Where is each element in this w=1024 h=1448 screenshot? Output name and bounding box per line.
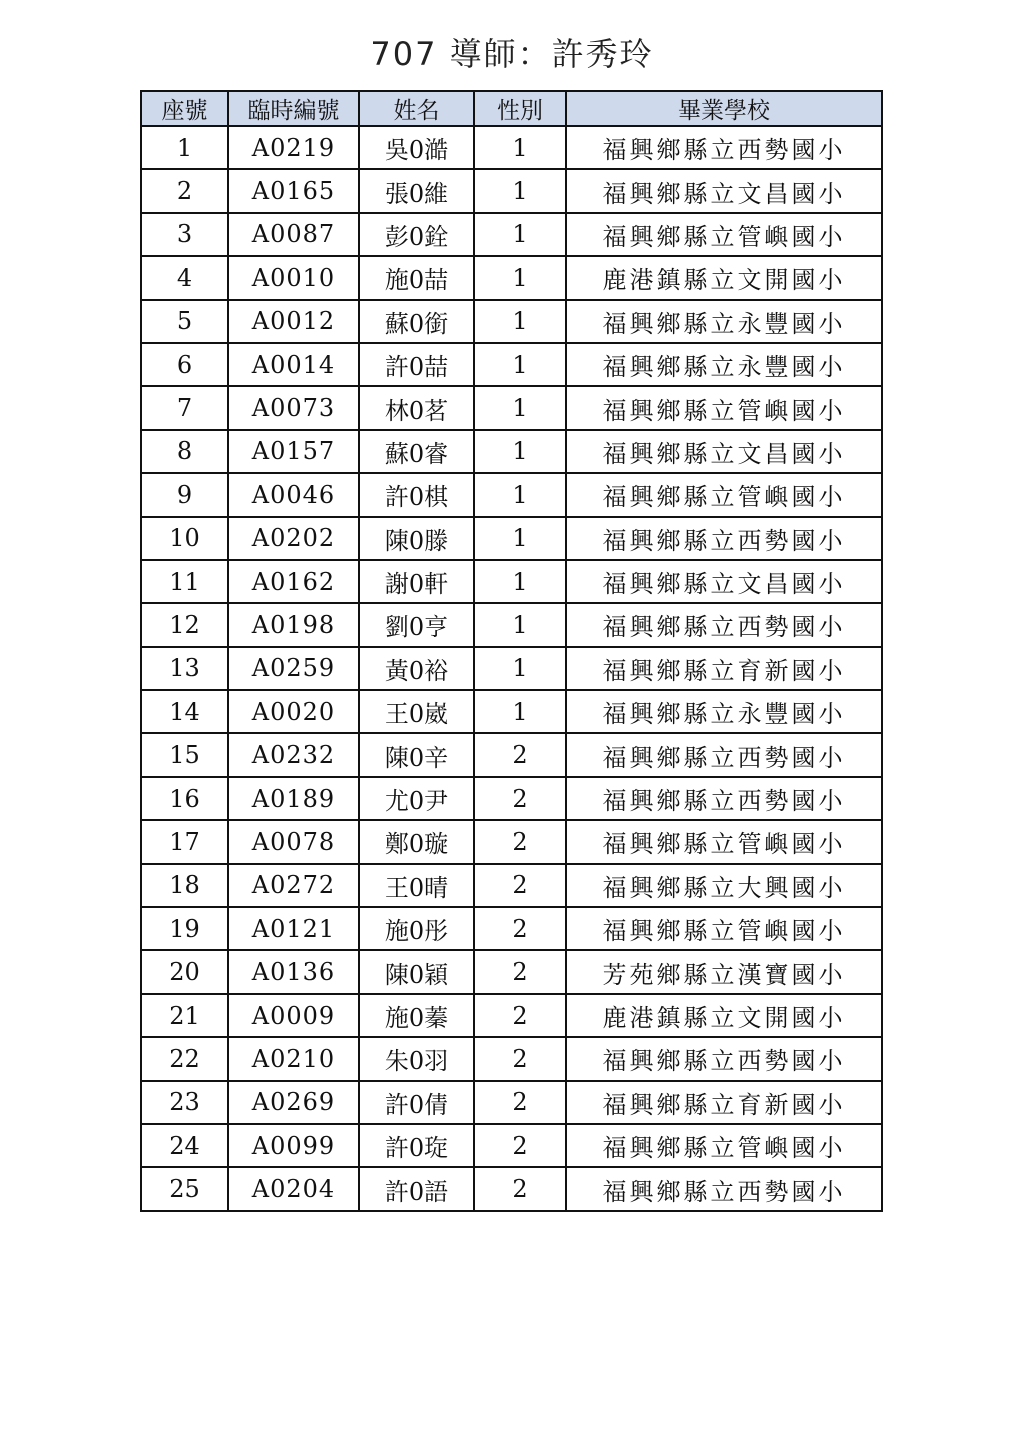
student-name-cell: 王0崴 bbox=[359, 690, 474, 733]
student-roster-table bbox=[140, 90, 883, 1212]
seat-number-cell: 15 bbox=[141, 733, 228, 776]
gender-cell: 2 bbox=[474, 733, 566, 776]
temp-id-cell: A0087 bbox=[228, 213, 359, 256]
gender-cell: 1 bbox=[474, 213, 566, 256]
temp-id-cell: A0204 bbox=[228, 1167, 359, 1210]
school-cell: 福興鄉縣立西勢國小 bbox=[566, 517, 882, 560]
gender-cell: 2 bbox=[474, 1124, 566, 1167]
school-cell: 福興鄉縣立永豐國小 bbox=[566, 690, 882, 733]
table-row bbox=[141, 603, 882, 646]
temp-id-cell: A0198 bbox=[228, 603, 359, 646]
seat-number-cell: 19 bbox=[141, 907, 228, 950]
table-body bbox=[141, 126, 882, 1211]
gender-cell: 1 bbox=[474, 256, 566, 299]
school-cell: 福興鄉縣立管嶼國小 bbox=[566, 907, 882, 950]
table-row bbox=[141, 343, 882, 386]
gender-cell: 2 bbox=[474, 950, 566, 993]
seat-number-cell: 8 bbox=[141, 430, 228, 473]
column-header-temp-id: 臨時編號 bbox=[228, 91, 359, 126]
gender-cell: 2 bbox=[474, 1037, 566, 1080]
temp-id-cell: A0165 bbox=[228, 169, 359, 212]
gender-cell: 2 bbox=[474, 777, 566, 820]
school-cell: 鹿港鎮縣立文開國小 bbox=[566, 994, 882, 1037]
gender-cell: 1 bbox=[474, 603, 566, 646]
school-cell: 福興鄉縣立西勢國小 bbox=[566, 777, 882, 820]
table-row bbox=[141, 126, 882, 169]
student-name-cell: 陳0穎 bbox=[359, 950, 474, 993]
gender-cell: 2 bbox=[474, 864, 566, 907]
table-row bbox=[141, 300, 882, 343]
seat-number-cell: 9 bbox=[141, 473, 228, 516]
school-cell: 福興鄉縣立永豐國小 bbox=[566, 300, 882, 343]
table-row bbox=[141, 907, 882, 950]
table-row bbox=[141, 1037, 882, 1080]
gender-cell: 1 bbox=[474, 430, 566, 473]
seat-number-cell: 12 bbox=[141, 603, 228, 646]
school-cell: 福興鄉縣立管嶼國小 bbox=[566, 386, 882, 429]
seat-number-cell: 14 bbox=[141, 690, 228, 733]
student-name-cell: 施0喆 bbox=[359, 256, 474, 299]
seat-number-cell: 5 bbox=[141, 300, 228, 343]
student-name-cell: 尤0尹 bbox=[359, 777, 474, 820]
seat-number-cell: 21 bbox=[141, 994, 228, 1037]
student-name-cell: 張0維 bbox=[359, 169, 474, 212]
seat-number-cell: 25 bbox=[141, 1167, 228, 1210]
table-row bbox=[141, 1167, 882, 1210]
temp-id-cell: A0010 bbox=[228, 256, 359, 299]
temp-id-cell: A0136 bbox=[228, 950, 359, 993]
student-name-cell: 許0琁 bbox=[359, 1124, 474, 1167]
seat-number-cell: 10 bbox=[141, 517, 228, 560]
temp-id-cell: A0219 bbox=[228, 126, 359, 169]
table-row bbox=[141, 777, 882, 820]
seat-number-cell: 22 bbox=[141, 1037, 228, 1080]
school-cell: 福興鄉縣立西勢國小 bbox=[566, 1167, 882, 1210]
table-row bbox=[141, 864, 882, 907]
school-cell: 芳苑鄉縣立漢寶國小 bbox=[566, 950, 882, 993]
school-cell: 福興鄉縣立西勢國小 bbox=[566, 733, 882, 776]
table-row bbox=[141, 169, 882, 212]
student-name-cell: 許0喆 bbox=[359, 343, 474, 386]
table-row bbox=[141, 473, 882, 516]
table-header-row bbox=[141, 91, 882, 126]
temp-id-cell: A0020 bbox=[228, 690, 359, 733]
student-name-cell: 吳0澔 bbox=[359, 126, 474, 169]
gender-cell: 2 bbox=[474, 1167, 566, 1210]
school-cell: 福興鄉縣立管嶼國小 bbox=[566, 473, 882, 516]
seat-number-cell: 23 bbox=[141, 1081, 228, 1124]
student-name-cell: 陳0辛 bbox=[359, 733, 474, 776]
table-row bbox=[141, 386, 882, 429]
temp-id-cell: A0259 bbox=[228, 647, 359, 690]
table-row bbox=[141, 430, 882, 473]
column-header-name: 姓名 bbox=[359, 91, 474, 126]
school-cell: 福興鄉縣立管嶼國小 bbox=[566, 1124, 882, 1167]
gender-cell: 1 bbox=[474, 647, 566, 690]
student-name-cell: 彭0銓 bbox=[359, 213, 474, 256]
temp-id-cell: A0099 bbox=[228, 1124, 359, 1167]
student-name-cell: 施0蓁 bbox=[359, 994, 474, 1037]
gender-cell: 1 bbox=[474, 169, 566, 212]
temp-id-cell: A0232 bbox=[228, 733, 359, 776]
temp-id-cell: A0210 bbox=[228, 1037, 359, 1080]
table-row bbox=[141, 213, 882, 256]
seat-number-cell: 4 bbox=[141, 256, 228, 299]
seat-number-cell: 3 bbox=[141, 213, 228, 256]
gender-cell: 1 bbox=[474, 300, 566, 343]
temp-id-cell: A0121 bbox=[228, 907, 359, 950]
column-header-school: 畢業學校 bbox=[566, 91, 882, 126]
gender-cell: 1 bbox=[474, 386, 566, 429]
gender-cell: 2 bbox=[474, 907, 566, 950]
temp-id-cell: A0073 bbox=[228, 386, 359, 429]
table-row bbox=[141, 820, 882, 863]
temp-id-cell: A0012 bbox=[228, 300, 359, 343]
school-cell: 福興鄉縣立育新國小 bbox=[566, 1081, 882, 1124]
school-cell: 鹿港鎮縣立文開國小 bbox=[566, 256, 882, 299]
temp-id-cell: A0162 bbox=[228, 560, 359, 603]
student-name-cell: 劉0亨 bbox=[359, 603, 474, 646]
gender-cell: 1 bbox=[474, 126, 566, 169]
gender-cell: 1 bbox=[474, 560, 566, 603]
temp-id-cell: A0046 bbox=[228, 473, 359, 516]
student-name-cell: 許0倩 bbox=[359, 1081, 474, 1124]
student-name-cell: 林0茗 bbox=[359, 386, 474, 429]
table-row bbox=[141, 690, 882, 733]
temp-id-cell: A0189 bbox=[228, 777, 359, 820]
seat-number-cell: 11 bbox=[141, 560, 228, 603]
student-name-cell: 許0語 bbox=[359, 1167, 474, 1210]
temp-id-cell: A0272 bbox=[228, 864, 359, 907]
temp-id-cell: A0078 bbox=[228, 820, 359, 863]
school-cell: 福興鄉縣立西勢國小 bbox=[566, 1037, 882, 1080]
seat-number-cell: 6 bbox=[141, 343, 228, 386]
gender-cell: 1 bbox=[474, 517, 566, 560]
seat-number-cell: 1 bbox=[141, 126, 228, 169]
table-row bbox=[141, 1081, 882, 1124]
school-cell: 福興鄉縣立文昌國小 bbox=[566, 169, 882, 212]
temp-id-cell: A0269 bbox=[228, 1081, 359, 1124]
school-cell: 福興鄉縣立文昌國小 bbox=[566, 430, 882, 473]
school-cell: 福興鄉縣立管嶼國小 bbox=[566, 820, 882, 863]
temp-id-cell: A0009 bbox=[228, 994, 359, 1037]
table-row bbox=[141, 256, 882, 299]
school-cell: 福興鄉縣立永豐國小 bbox=[566, 343, 882, 386]
table-row bbox=[141, 1124, 882, 1167]
student-name-cell: 謝0軒 bbox=[359, 560, 474, 603]
student-name-cell: 陳0滕 bbox=[359, 517, 474, 560]
seat-number-cell: 18 bbox=[141, 864, 228, 907]
school-cell: 福興鄉縣立育新國小 bbox=[566, 647, 882, 690]
gender-cell: 2 bbox=[474, 994, 566, 1037]
seat-number-cell: 16 bbox=[141, 777, 228, 820]
student-name-cell: 朱0羽 bbox=[359, 1037, 474, 1080]
student-name-cell: 黃0裕 bbox=[359, 647, 474, 690]
gender-cell: 1 bbox=[474, 690, 566, 733]
table-row bbox=[141, 560, 882, 603]
seat-number-cell: 7 bbox=[141, 386, 228, 429]
student-name-cell: 鄭0璇 bbox=[359, 820, 474, 863]
school-cell: 福興鄉縣立文昌國小 bbox=[566, 560, 882, 603]
table-row bbox=[141, 647, 882, 690]
seat-number-cell: 17 bbox=[141, 820, 228, 863]
school-cell: 福興鄉縣立西勢國小 bbox=[566, 126, 882, 169]
table-row bbox=[141, 950, 882, 993]
gender-cell: 1 bbox=[474, 473, 566, 516]
page-title: 707 導師：許秀玲 bbox=[370, 35, 654, 73]
school-cell: 福興鄉縣立西勢國小 bbox=[566, 603, 882, 646]
seat-number-cell: 13 bbox=[141, 647, 228, 690]
table-row bbox=[141, 733, 882, 776]
school-cell: 福興鄉縣立管嶼國小 bbox=[566, 213, 882, 256]
column-header-seat: 座號 bbox=[141, 91, 228, 126]
student-name-cell: 王0晴 bbox=[359, 864, 474, 907]
temp-id-cell: A0014 bbox=[228, 343, 359, 386]
table-row bbox=[141, 994, 882, 1037]
student-name-cell: 蘇0睿 bbox=[359, 430, 474, 473]
temp-id-cell: A0202 bbox=[228, 517, 359, 560]
seat-number-cell: 20 bbox=[141, 950, 228, 993]
student-name-cell: 蘇0銜 bbox=[359, 300, 474, 343]
gender-cell: 2 bbox=[474, 820, 566, 863]
student-name-cell: 許0棋 bbox=[359, 473, 474, 516]
gender-cell: 1 bbox=[474, 343, 566, 386]
temp-id-cell: A0157 bbox=[228, 430, 359, 473]
seat-number-cell: 24 bbox=[141, 1124, 228, 1167]
school-cell: 福興鄉縣立大興國小 bbox=[566, 864, 882, 907]
student-name-cell: 施0彤 bbox=[359, 907, 474, 950]
seat-number-cell: 2 bbox=[141, 169, 228, 212]
column-header-gender: 性別 bbox=[474, 91, 566, 126]
table-row bbox=[141, 517, 882, 560]
gender-cell: 2 bbox=[474, 1081, 566, 1124]
